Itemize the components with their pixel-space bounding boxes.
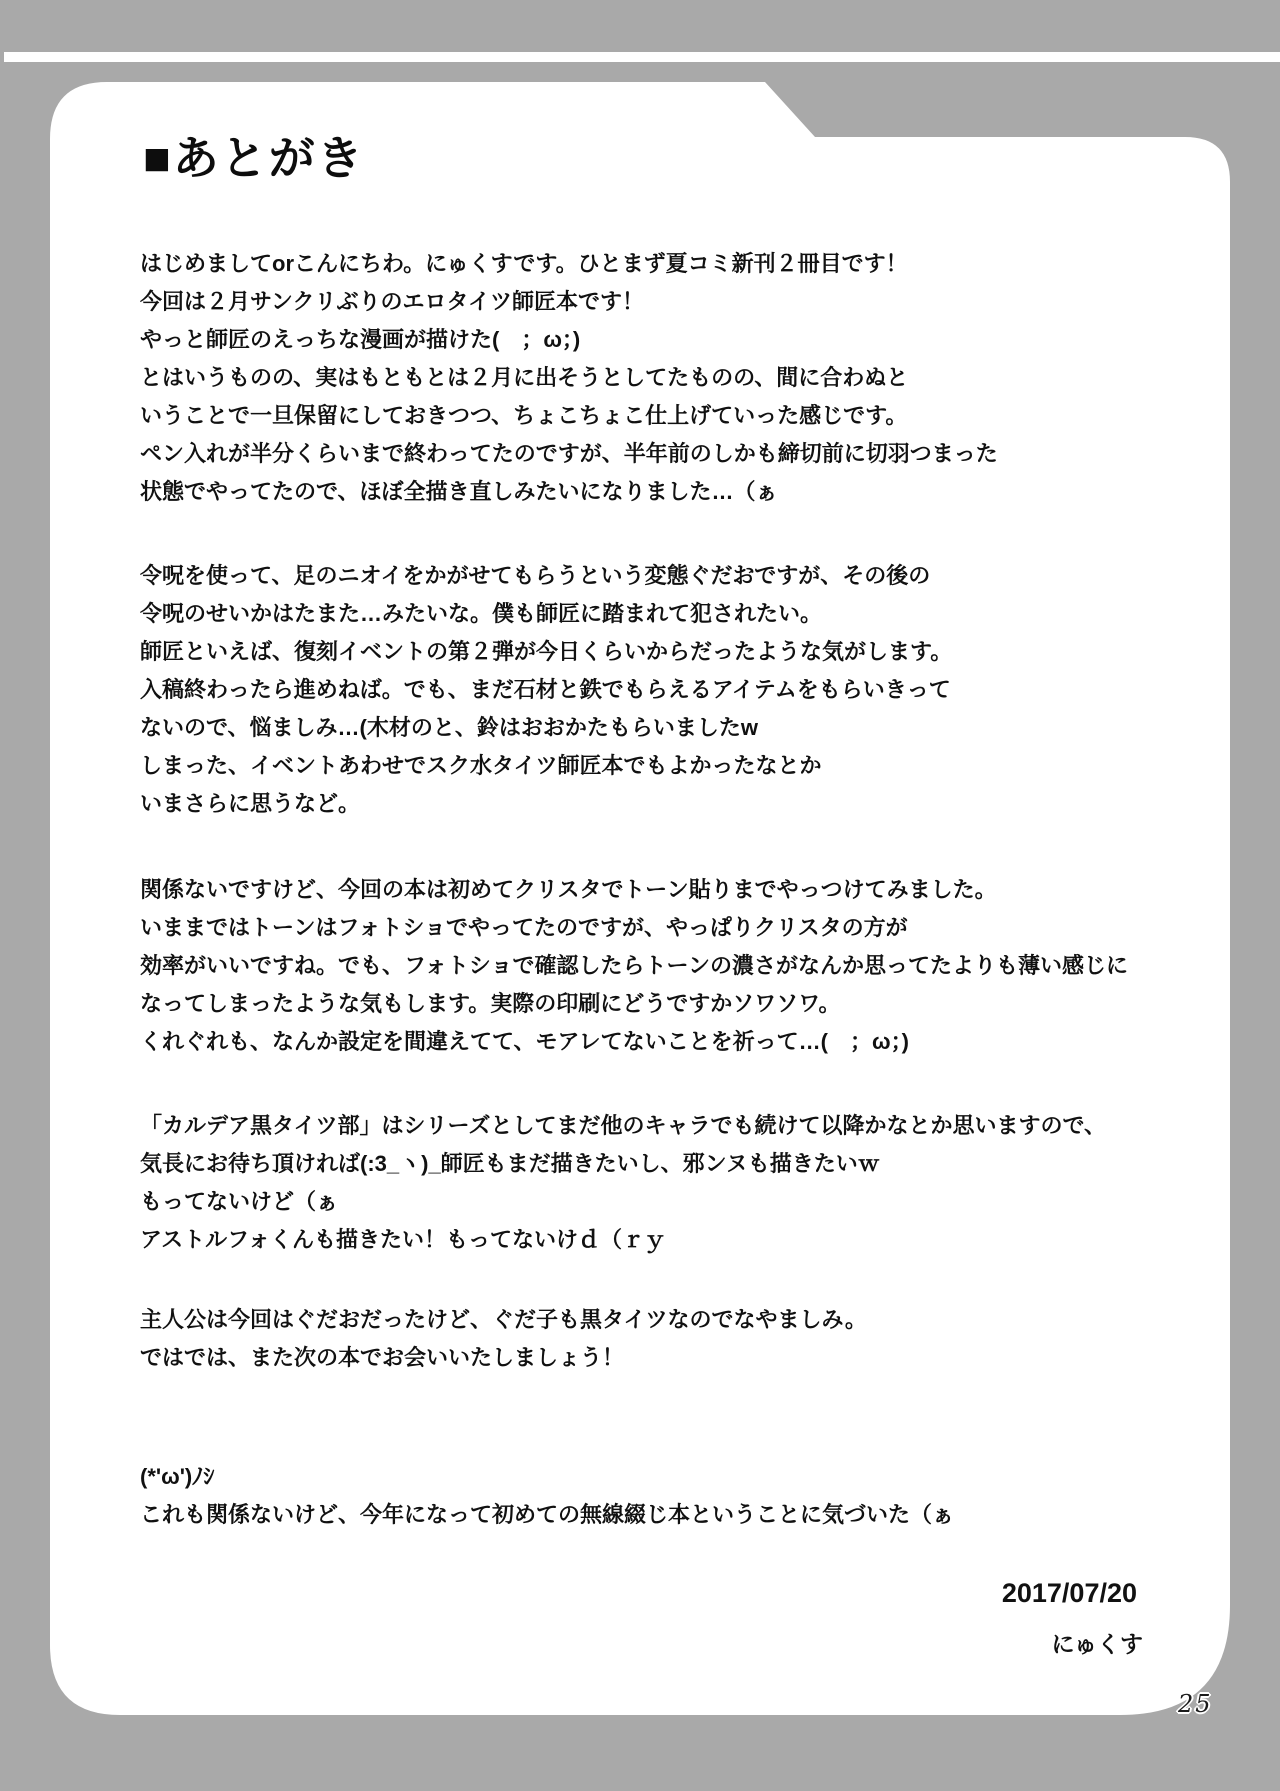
afterword-line: やっと師匠のえっちな漫画が描けた( ；ω；) (140, 327, 581, 352)
afterword-line: これも関係ないけど、今年になって初めての無線綴じ本ということに気づいた（ぁ (140, 1502, 955, 1527)
afterword-line: 入稿終わったら進めねば。でも、まだ石材と鉄でもらえるアイテムをもらいきって (140, 677, 951, 702)
afterword-paragraph (140, 1301, 1128, 1377)
afterword-line: 効率がいいですね。でも、フォトショで確認したらトーンの濃さがなんか思ってたよりも薄い感じに (140, 953, 1129, 978)
page-number: 25 (1178, 1690, 1213, 1718)
afterword-line: いまさらに思うなど。 (140, 791, 361, 816)
afterword-line: 気長にお待ち頂ければ(:3_ヽ)_師匠もまだ描きたいし、邪ンヌも描きたいｗ (140, 1151, 880, 1176)
afterword-line: しまった、イベントあわせでスク水タイツ師匠本でもよかったなとか (140, 753, 822, 778)
afterword-line: 今回は２月サンクリぶりのエロタイツ師匠本です！ (140, 289, 645, 314)
afterword-line: 令呪を使って、足のニオイをかがせてもらうという変態ぐだおですが、その後の (140, 563, 931, 588)
afterword-paragraph (140, 245, 1128, 511)
afterword-line: ではでは、また次の本でお会いいたしましょう！ (140, 1345, 625, 1370)
page-title: ■あとがき (143, 132, 365, 184)
afterword-line: とはいうものの、実はもともとは２月に出そうとしてたものの、間に合わぬと (140, 365, 909, 390)
afterword-paragraph (140, 1458, 1128, 1534)
afterword-paragraph (140, 1107, 1128, 1259)
afterword-line: 師匠といえば、復刻イベントの第２弾が今日くらいからだったような気がします。 (140, 639, 953, 664)
afterword-line: ペン入れが半分くらいまで終わってたのですが、半年前のしかも締切前に切羽つまった (140, 441, 998, 466)
afterword-line: 状態でやってたので、ほぼ全描き直しみたいになりました…（ぁ (140, 479, 778, 504)
afterword-line: はじめましてorこんにちわ。にゅくすです。ひとまず夏コミ新刊２冊目です！ (140, 251, 908, 276)
afterword-body (140, 245, 1128, 1534)
afterword-paragraph (140, 557, 1128, 823)
afterword-line: アストルフォくんも描きたい！もってないけｄ（ｒｙ (140, 1227, 667, 1252)
afterword-line: (*'ω')ﾉｼ (140, 1464, 215, 1489)
afterword-line: 「カルデア黒タイツ部」はシリーズとしてまだ他のキャラでも続けて以降かなとか思いますので、 (140, 1113, 1107, 1138)
afterword-line: 令呪のせいかはたまた…みたいな。僕も師匠に踏まれて犯されたい。 (140, 601, 823, 626)
date-line: 2017/07/20 (1001, 1578, 1137, 1608)
afterword-line: くれぐれも、なんか設定を間違えてて、モアレてないことを祈って…( ；ω；) (140, 1029, 909, 1054)
afterword-line: 関係ないですけど、今回の本は初めてクリスタでトーン貼りまでやっつけてみました。 (140, 877, 997, 902)
afterword-line: なってしまったような気もします。実際の印刷にどうですかソワソワ。 (140, 991, 841, 1016)
afterword-line: 主人公は今回はぐだおだったけど、ぐだ子も黒タイツなのでなやましみ。 (140, 1307, 867, 1332)
afterword-line: いうことで一旦保留にしておきつつ、ちょこちょこ仕上げていった感じです。 (140, 403, 908, 428)
afterword-line: ないので、悩ましみ…(木材のと、鈴はおおかたもらいましたw (140, 715, 759, 740)
afterword-paragraph (140, 871, 1128, 1061)
signature: にゅくす (1051, 1631, 1143, 1657)
afterword-line: いままではトーンはフォトショでやってたのですが、やっぱりクリスタの方が (140, 915, 908, 940)
afterword-line: もってないけど（ぁ (140, 1189, 339, 1214)
